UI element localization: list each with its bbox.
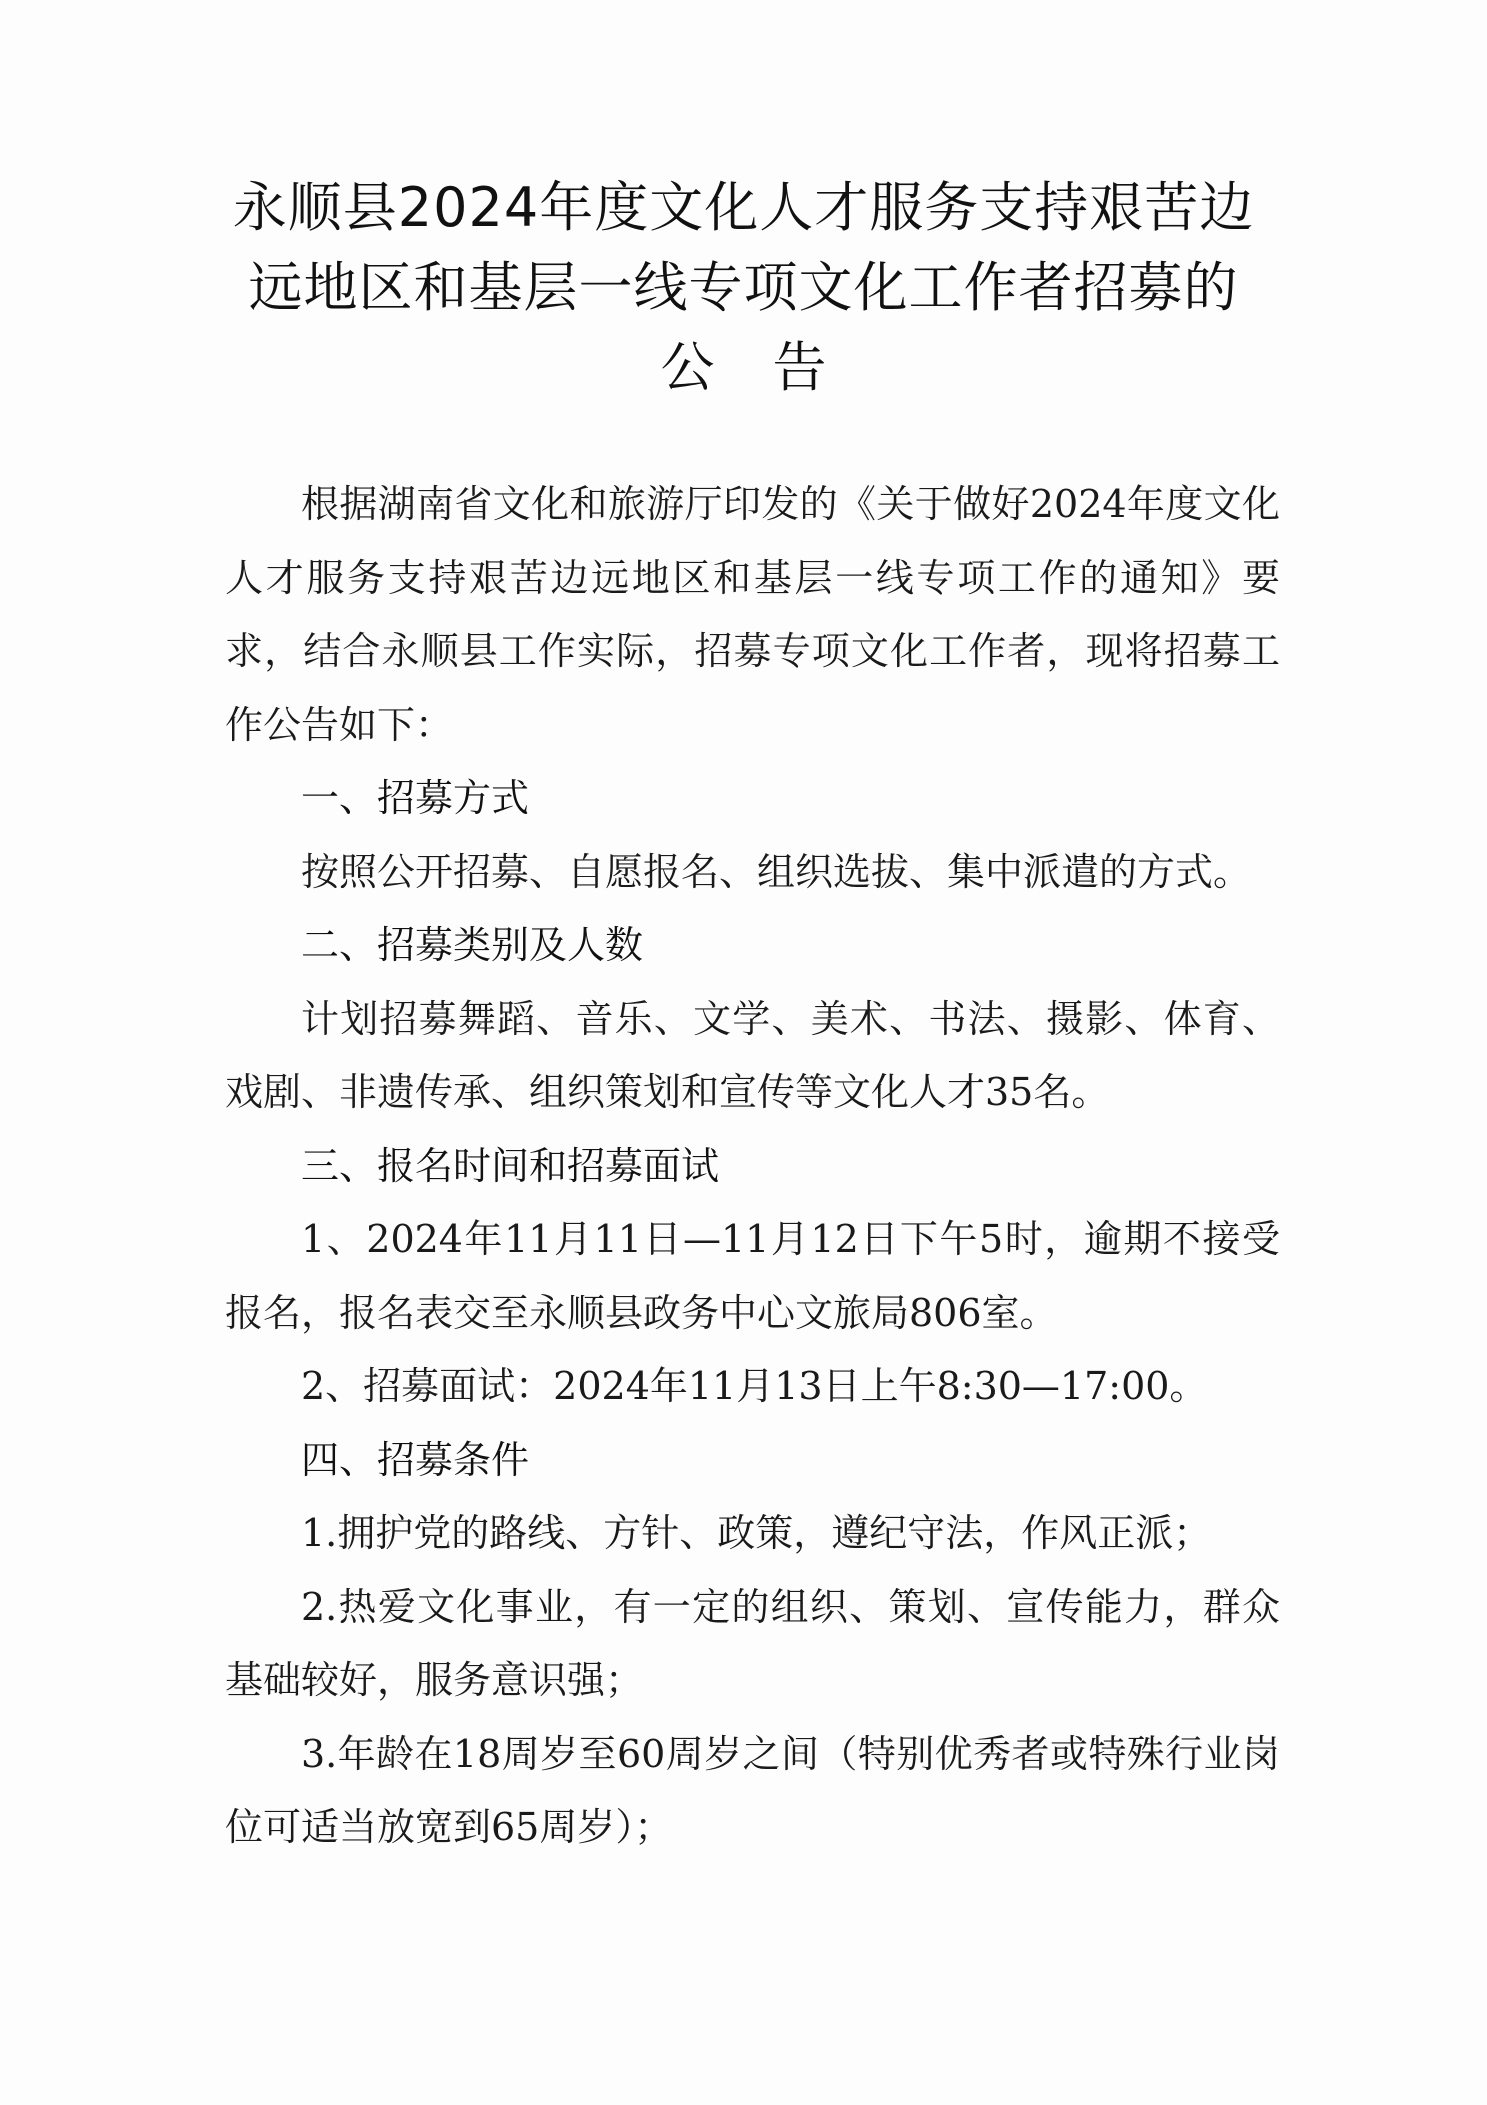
section-heading-registration: 三、报名时间和招募面试 xyxy=(301,1143,720,1188)
section-paragraph: 3.年龄在18周岁至60周岁之间（特别优秀者或特殊行业岗位可适当放宽到65周岁）； xyxy=(225,1731,1280,1849)
section-paragraph: 按照公开招募、自愿报名、组织选拔、集中派遣的方式。 xyxy=(301,849,1252,894)
document-title xyxy=(200,168,1287,408)
section-paragraph: 2、招募面试：2024年11月13日上午8:30—17:00。 xyxy=(301,1364,1208,1408)
intro-paragraph: 根据湖南省文化和旅游厅印发的《关于做好2024年度文化人才服务支持艰苦边远地区和基层一线专项工作的通知》要求，结合永顺县工作实际，招募专项文化工作者，现将招募工作公告如下： xyxy=(225,482,1280,747)
title-line-1: 永顺县2024年度文化人才服务支持艰苦边 xyxy=(232,176,1255,239)
section-paragraph: 计划招募舞蹈、音乐、文学、美术、书法、摄影、体育、戏剧、非遗传承、组织策划和宣传等文化人才35名。 xyxy=(225,996,1280,1114)
section-heading-recruit-method: 一、招募方式 xyxy=(301,776,530,820)
title-line-2: 远地区和基层一线专项文化工作者招募的 xyxy=(248,256,1239,319)
section-heading-categories: 二、招募类别及人数 xyxy=(301,923,644,967)
document-body xyxy=(225,468,1280,1865)
section-paragraph: 1.拥护党的路线、方针、政策，遵纪守法，作风正派； xyxy=(301,1511,1212,1555)
section-paragraph: 1、2024年11月11日—11月12日下午5时，逾期不接受报名，报名表交至永顺县政务中心文旅局806室。 xyxy=(225,1217,1280,1335)
section-paragraph: 2.热爱文化事业，有一定的组织、策划、宣传能力，群众基础较好，服务意识强； xyxy=(225,1584,1280,1702)
section-heading-conditions: 四、招募条件 xyxy=(301,1437,530,1482)
title-line-3: 公告 xyxy=(660,336,885,399)
